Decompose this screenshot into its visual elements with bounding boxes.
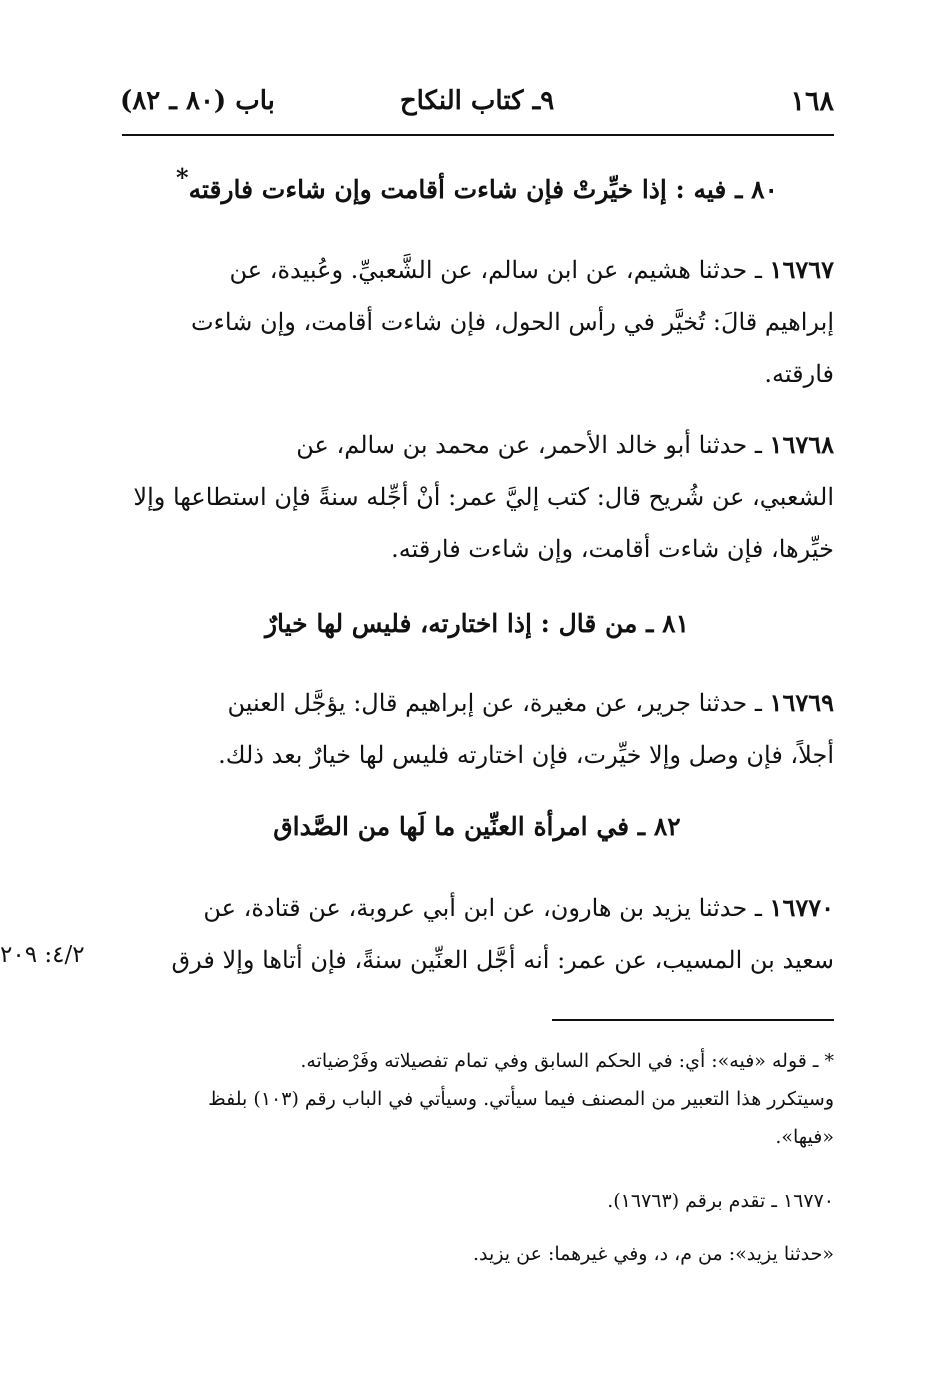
hadith-number: ١٦٧٦٩ xyxy=(769,688,834,717)
footnote-marker: * xyxy=(176,163,189,192)
footnote-line: «فيها». xyxy=(775,1126,834,1148)
footnote-line: «حدثنا يزيد»: من م، د، وفي غيرهما: عن يزيد. xyxy=(473,1243,834,1265)
hadith-line: ١٦٧٦٧ ـ حدثنا هشيم، عن ابن سالم، عن الشَّعبيِّ. وعُبيدة، عن xyxy=(229,255,834,284)
chapter-title: ٨٢ ـ في امرأة العنِّين ما لَها من الصَّداق xyxy=(273,812,681,841)
margin-reference: ٤/٢: ٢٠٩ xyxy=(0,942,85,968)
footnote-star xyxy=(122,1042,834,1156)
chapter-title: ٨١ ـ من قال : إذا اختارته، فليس لها خيارٌ xyxy=(264,609,690,638)
footnote-line: وسيتكرر هذا التعبير من المصنف فيما سيأتي. وسيأتي في الباب رقم (١٠٣) بلفظ xyxy=(208,1088,834,1110)
hadith-16770 xyxy=(122,882,834,986)
chapter-range: باب (٨٠ ـ ٨٢) xyxy=(120,86,275,116)
hadith-number: ١٦٧٧٠ xyxy=(769,893,834,922)
chapter-heading-80 xyxy=(120,163,834,204)
footnote-line: * ـ قوله «فيه»: أي: في الحكم السابق وفي تمام تفصيلاته وفَرْضياته. xyxy=(300,1050,834,1072)
hadith-16769 xyxy=(122,677,834,781)
hadith-line: ١٦٧٦٨ ـ حدثنا أبو خالد الأحمر، عن محمد بن سالم، عن xyxy=(296,430,834,459)
hadith-number: ١٦٧٦٧ xyxy=(769,255,834,284)
footnote-variant xyxy=(122,1235,834,1273)
header-rule xyxy=(122,134,834,136)
chapter-heading-81 xyxy=(120,609,834,638)
hadith-line: سعيد بن المسيب، عن عمر: أنه أجَّل العنِّين سنةً، فإن أتاها وإلا فرق xyxy=(171,946,834,974)
hadith-line: خيِّرها، فإن شاءت أقامت، وإن شاءت فارقته. xyxy=(391,535,834,563)
hadith-16767 xyxy=(122,244,834,400)
footnote-rule xyxy=(552,1019,834,1021)
hadith-line: إبراهيم قالَ: تُخيَّر في رأس الحول، فإن شاءت أقامت، وإن شاءت xyxy=(191,308,834,336)
hadith-number: ١٦٧٦٨ xyxy=(769,430,834,459)
book-title: ٩ـ كتاب النكاح xyxy=(399,86,555,116)
hadith-16768 xyxy=(122,419,834,575)
chapter-heading-82 xyxy=(120,812,834,841)
chapter-title: ٨٠ ـ فيه : إذا خيِّرتْ فإن شاءت أقامت وإن شاءت فارقته xyxy=(188,175,778,204)
footnote-16770 xyxy=(122,1182,834,1220)
hadith-line: الشعبي، عن شُريح قال: كتب إليَّ عمر: أنْ أجِّله سنةً فإن استطاعها وإلا xyxy=(133,483,834,511)
hadith-line: ١٦٧٦٩ ـ حدثنا جرير، عن مغيرة، عن إبراهيم قال: يؤجَّل العنين xyxy=(227,688,834,717)
hadith-line: أجلاً، فإن وصل وإلا خيِّرت، فإن اختارته فليس لها خيارٌ بعد ذلك. xyxy=(218,741,834,769)
page-number: ١٦٨ xyxy=(790,86,834,117)
footnote-line: ١٦٧٧٠ ـ تقدم برقم (١٦٧٦٣). xyxy=(607,1190,834,1212)
running-head xyxy=(120,86,834,126)
hadith-line: فارقته. xyxy=(764,360,834,388)
hadith-line: ١٦٧٧٠ ـ حدثنا يزيد بن هارون، عن ابن أبي عروبة، عن قتادة، عن xyxy=(203,893,834,922)
